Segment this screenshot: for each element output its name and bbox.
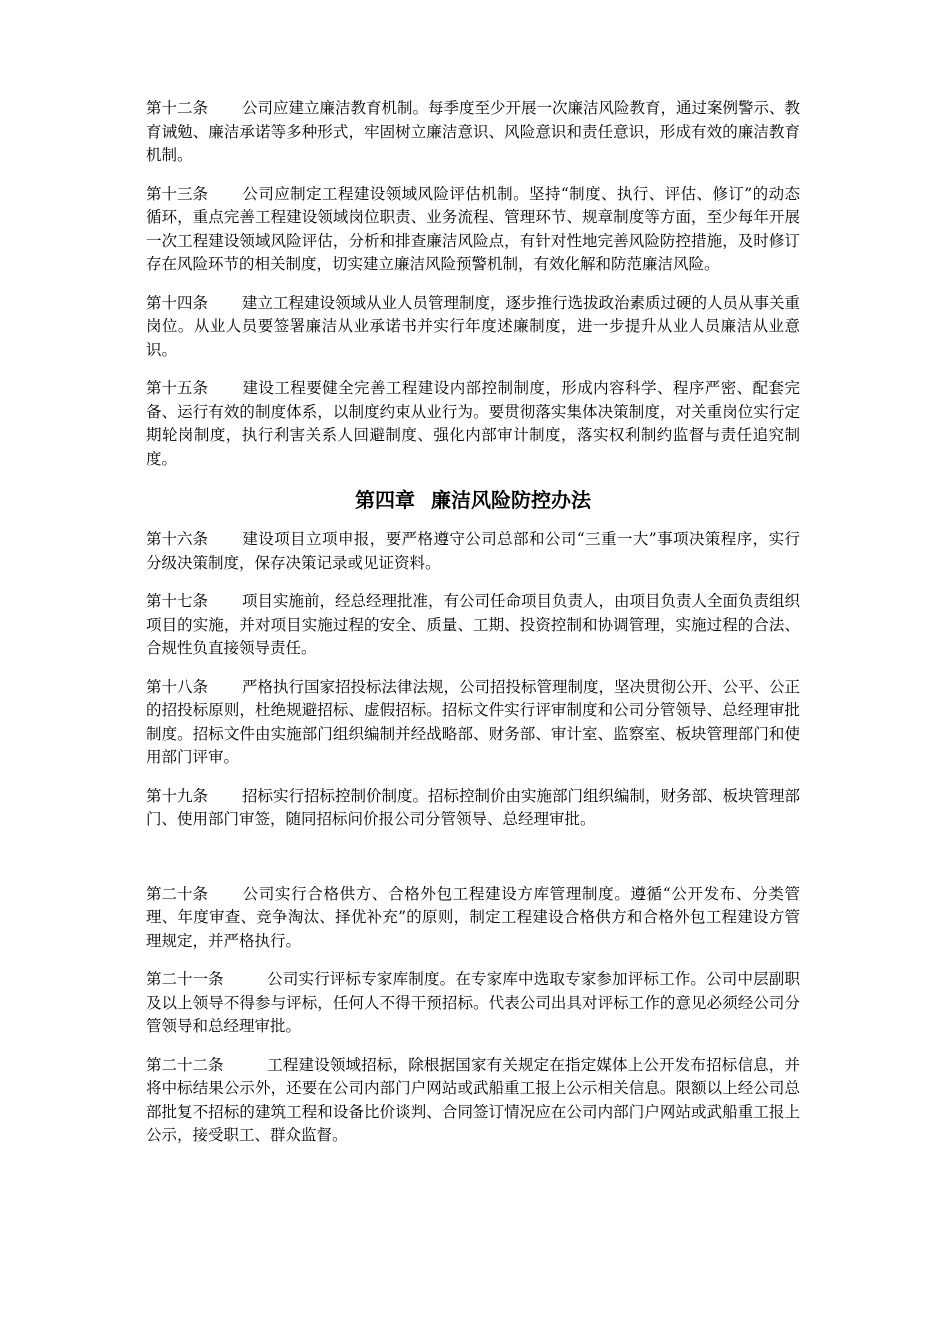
article-text: 招标实行招标控制价制度。招标控制价由实施部门组织编制，财务部、板块管理部门、使用部门审签，随同招标问价报公司分管领导、总经理审批。 xyxy=(146,786,801,828)
article-number: 第十六条 xyxy=(146,530,209,548)
chapter-number: 第四章 xyxy=(355,488,415,512)
article-22 xyxy=(146,1054,800,1148)
article-number: 第十五条 xyxy=(146,379,209,397)
article-number: 第十三条 xyxy=(146,184,209,203)
article-21 xyxy=(146,968,800,1039)
article-number: 第二十条 xyxy=(146,884,209,903)
article-15 xyxy=(146,377,800,471)
article-17 xyxy=(146,590,800,661)
article-number: 第二十二条 xyxy=(146,1055,224,1074)
article-text: 公司应制定工程建设领域风险评估机制。坚持“制度、执行、评估、修订”的动态循环，重点完善工程建设领域岗位职责、业务流程、管理环节、规章制度等方面，至少每年开展一次工程建设领域风险评估，分析和排查廉洁风险点，有针对性地完善风险防控措施，及时修订存在风险环节的相关制度，切实建立廉洁风险预警机制，有效化解和防范廉洁风险。 xyxy=(146,184,800,273)
article-text: 公司实行评标专家库制度。在专家库中选取专家参加评标工作。公司中层副职及以上领导不得参与评标，任何人不得干预招标。代表公司出具对评标工作的意见必须经公司分管领导和总经理审批。 xyxy=(146,970,800,1035)
article-number: 第二十一条 xyxy=(146,970,224,988)
article-13 xyxy=(146,183,800,277)
article-text: 建立工程建设领域从业人员管理制度，逐步推行选拔政治素质过硬的人员从事关重岗位。从业人员要签署廉洁从业承诺书并实行年度述廉制度，进一步提升从业人员廉洁从业意识。 xyxy=(146,293,801,359)
article-text: 公司实行合格供方、合格外包工程建设方库管理制度。遵循“公开发布、分类管理、年度审查、竞争淘汰、择优补充”的原则，制定工程建设合格供方和合格外包工程建设方管理规定，并严格执行。 xyxy=(146,884,800,950)
article-12 xyxy=(146,97,800,168)
section-gap xyxy=(146,847,800,883)
article-14 xyxy=(146,292,800,363)
chapter-title: 廉洁风险防控办法 xyxy=(431,488,591,512)
article-text: 项目实施前，经总经理批准，有公司任命项目负责人，由项目负责人全面负责组织项目的实施，并对项目实施过程的安全、质量、工期、投资控制和协调管理，实施过程的合法、合规性负直接领导责任。 xyxy=(146,592,801,657)
article-number: 第十二条 xyxy=(146,99,209,117)
article-text: 建设工程要健全完善工程建设内部控制制度，形成内容科学、程序严密、配套完备、运行有效的制度体系，以制度约束从业行为。要贯彻落实集体决策制度，对关重岗位实行定期轮岗制度，执行利害关系人回避制度、强化内部审计制度，落实权利制约监督与责任追究制度。 xyxy=(146,379,800,468)
article-number: 第十八条 xyxy=(146,677,209,696)
article-number: 第十七条 xyxy=(146,592,209,610)
article-text: 工程建设领域招标，除根据国家有关规定在指定媒体上公开发布招标信息，并将中标结果公示外，还要在公司内部门户网站或武船重工报上公示相关信息。限额以上经公司总部批复不招标的建筑工程和设备比价谈判、合同签订情况应在公司内部门户网站或武船重工报上公示，接受职工、群众监督。 xyxy=(146,1055,800,1144)
article-text: 严格执行国家招投标法律法规，公司招投标管理制度，坚决贯彻公开、公平、公正的招投标原则，杜绝规避招标、虚假招标。招标文件实行评审制度和公司分管领导、总经理审批制度。招标文件由实施部门组织编制并经战略部、财务部、审计室、监察室、板块管理部门和使用部门评审。 xyxy=(146,677,801,766)
chapter-heading xyxy=(146,486,800,514)
article-20 xyxy=(146,883,800,954)
article-18 xyxy=(146,676,800,770)
article-text: 公司应建立廉洁教育机制。每季度至少开展一次廉洁风险教育，通过案例警示、教育诫勉、廉洁承诺等多种形式，牢固树立廉洁意识、风险意识和责任意识，形成有效的廉洁教育机制。 xyxy=(146,99,801,164)
document-body xyxy=(146,97,800,1163)
article-text: 建设项目立项申报，要严格遵守公司总部和公司“三重一大”事项决策程序，实行分级决策制度，保存决策记录或见证资料。 xyxy=(146,530,800,572)
article-number: 第十四条 xyxy=(146,293,209,312)
article-number: 第十九条 xyxy=(146,786,209,805)
article-16 xyxy=(146,528,800,575)
article-19 xyxy=(146,785,800,832)
